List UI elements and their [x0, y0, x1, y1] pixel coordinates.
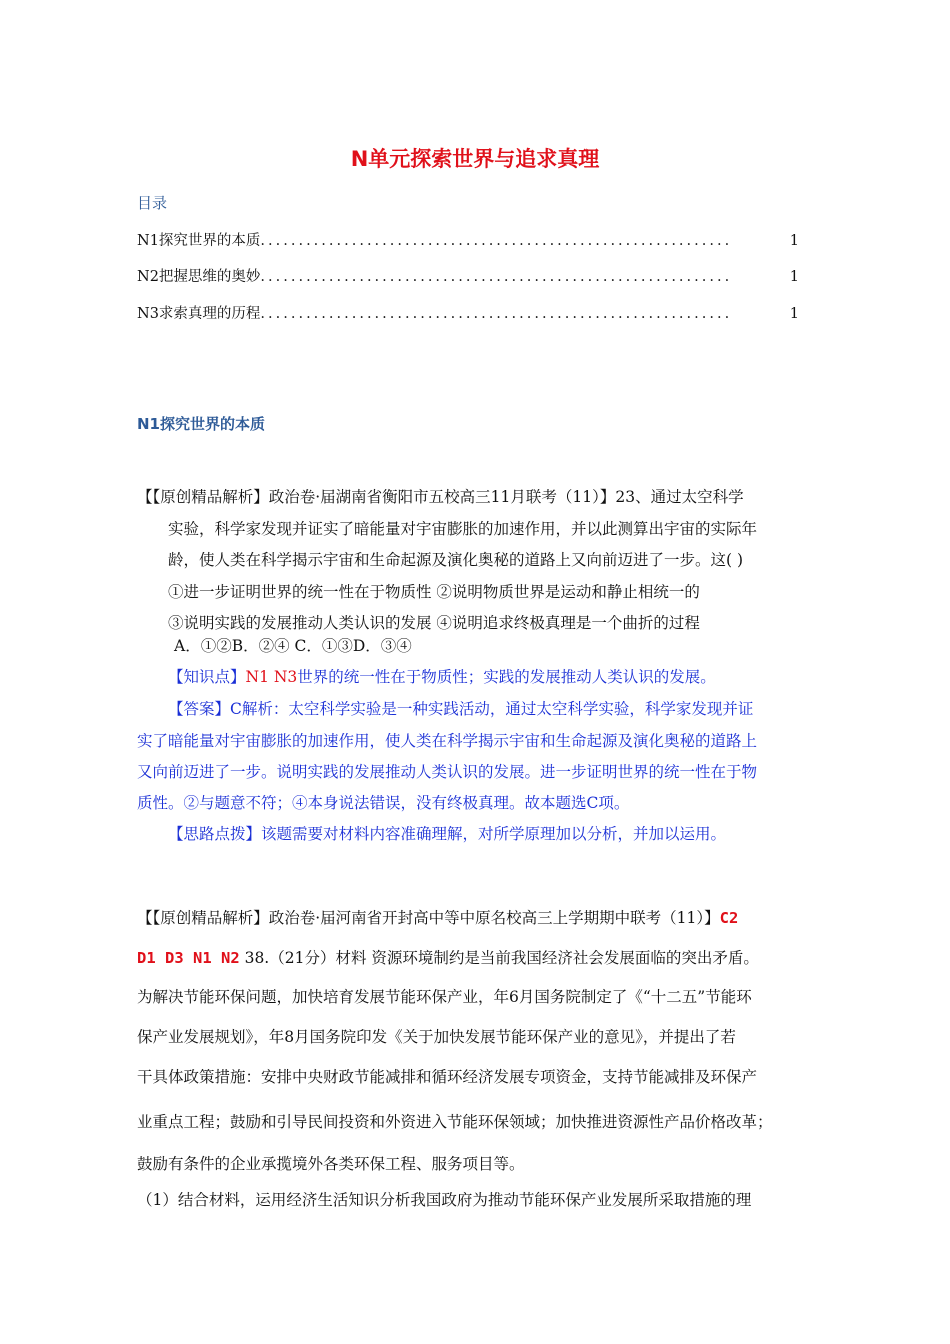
- question2-line2: [137, 946, 759, 968]
- toc-entry-label: N1探究世界的本质: [137, 233, 261, 249]
- answer-label: 【答案】: [168, 700, 231, 718]
- toc-heading: 目录: [137, 194, 168, 212]
- question1-line2: 实验，科学家发现并证实了暗能量对宇宙膨胀的加速作用，并以此测算出宇宙的实际年: [168, 520, 758, 538]
- answer-line2: 实了暗能量对宇宙膨胀的加速作用，使人类在科学揭示宇宙和生命起源及演化奥秘的道路上: [137, 732, 758, 750]
- toc-page-number: 1: [789, 306, 799, 322]
- question2-line7: 鼓励有条件的企业承揽境外各类环保工程、服务项目等。: [137, 1155, 525, 1173]
- question1-line3: 龄，使人类在科学揭示宇宙和生命起源及演化奥秘的道路上又向前迈进了一步。这( ): [168, 551, 744, 569]
- question1-line1: 【【原创精品解析】政治卷·届湖南省衡阳市五校高三11月联考（11）】23、通过太空科学: [137, 488, 744, 506]
- document-title: N单元探索世界与追求真理: [350, 147, 600, 171]
- question1-options-1-2: ①进一步证明世界的统一性在于物质性 ②说明物质世界是运动和静止相统一的: [168, 583, 700, 601]
- question2-line4: 保产业发展规划》，年8月国务院印发《关于加快发展节能环保产业的意见》，并提出了若: [137, 1028, 736, 1046]
- toc-entry-n1[interactable]: [137, 229, 799, 250]
- question1-choices: A．①②B．②④ C．①③D．③④: [174, 637, 412, 655]
- toc-entry-n2[interactable]: [137, 265, 799, 286]
- question2-tags: D1 D3 N1 N2: [137, 949, 240, 967]
- question2-line5: 干具体政策措施：安排中央财政节能减排和循环经济发展专项资金，支持节能减排及环保产: [137, 1068, 758, 1086]
- answer-line4: 质性。②与题意不符；④本身说法错误，没有终极真理。故本题选C项。: [137, 794, 630, 812]
- question2-subquestion1: （1）结合材料，运用经济生活知识分析我国政府为推动节能环保产业发展所采取措施的理: [137, 1191, 752, 1209]
- answer-line1: [168, 697, 753, 719]
- knowledge-point-label: 【知识点】: [168, 668, 246, 686]
- answer-text: C解析：太空科学实验是一种实践活动，通过太空科学实验，科学家发现并证: [230, 700, 754, 718]
- knowledge-point: [168, 665, 716, 687]
- thinking-tip-text: 该题需要对材料内容准确理解，对所学原理加以分析，并加以运用。: [261, 825, 727, 843]
- thinking-tip-label: 【思路点拨】: [168, 825, 262, 843]
- toc-entry-label: N3求索真理的历程: [137, 306, 261, 322]
- toc-page-number: 1: [789, 269, 799, 285]
- question2-line6: 业重点工程；鼓励和引导民间投资和外资进入节能环保领域；加快推进资源性产品价格改革；: [137, 1113, 773, 1131]
- thinking-tip: [168, 822, 726, 844]
- toc-leader-dots: ..............................................................: [260, 269, 733, 285]
- section-heading-n1: N1探究世界的本质: [137, 415, 265, 433]
- question2-material-start: 38.（21分）材料 资源环境制约是当前我国经济社会发展面临的突出矛盾。: [239, 949, 759, 967]
- question2-tag-c2: C2: [719, 909, 739, 927]
- toc-entry-label: N2把握思维的奥妙: [137, 269, 261, 285]
- question2-line3: 为解决节能环保问题，加快培育发展节能环保产业，年6月国务院制定了《“十二五”节能环: [137, 988, 752, 1006]
- toc-page-number: 1: [789, 233, 799, 249]
- knowledge-point-tags: N1 N3: [245, 668, 298, 686]
- knowledge-point-text: 世界的统一性在于物质性；实践的发展推动人类认识的发展。: [297, 668, 716, 686]
- toc-leader-dots: ..............................................................: [260, 306, 733, 322]
- toc-entry-n3[interactable]: [137, 302, 799, 323]
- toc-leader-dots: ..............................................................: [260, 233, 733, 249]
- question2-source: 【【原创精品解析】政治卷·届河南省开封高中等中原名校高三上学期期中联考（11）】: [137, 909, 720, 927]
- question2-line1: [137, 906, 738, 928]
- answer-line3: 又向前迈进了一步。说明实践的发展推动人类认识的发展。进一步证明世界的统一性在于物: [137, 763, 758, 781]
- question1-options-3-4: ③说明实践的发展推动人类认识的发展 ④说明追求终极真理是一个曲折的过程: [168, 614, 700, 632]
